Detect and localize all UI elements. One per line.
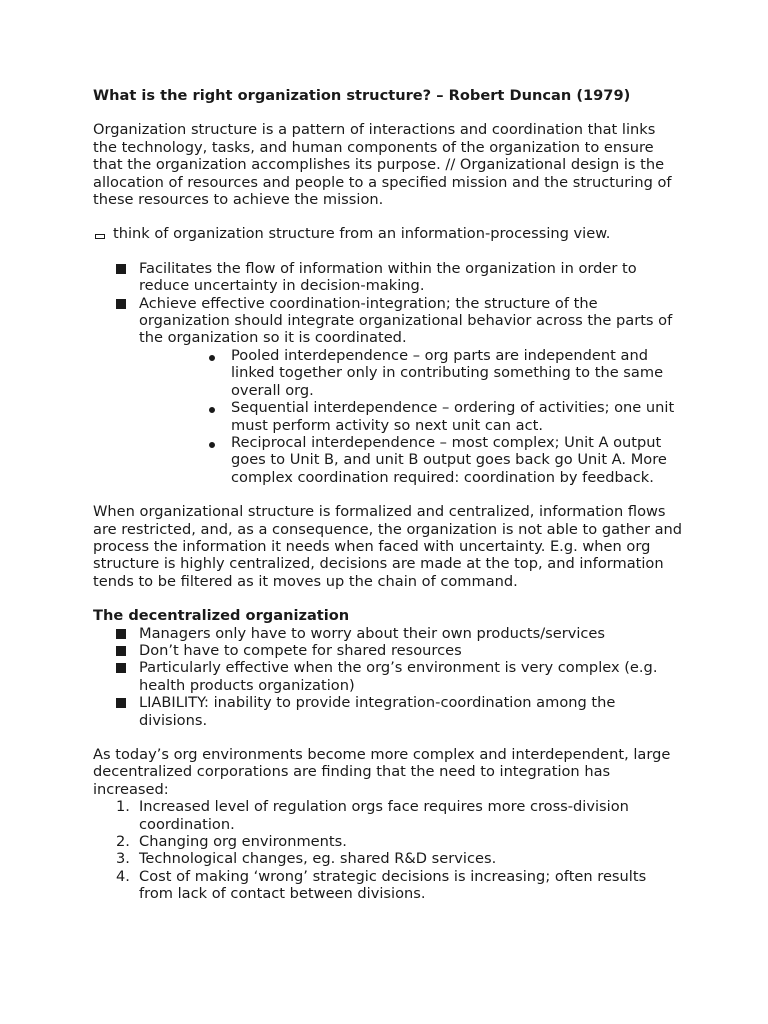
info-view-line [93, 225, 683, 242]
list-item: LIABILITY: inability to provide integration-coordination among the divisions. [93, 694, 683, 729]
info-bullet-list [93, 260, 683, 486]
list-item: Don’t have to compete for shared resources [93, 642, 683, 659]
square-bullet-icon [116, 698, 126, 708]
list-item: Particularly effective when the org’s environment is very complex (e.g. health products organization) [93, 659, 683, 694]
list-item: Pooled interdependence – org parts are independent and linked together only in contributing something to the same overall org. [139, 347, 683, 399]
todays-paragraph: As today’s org environments become more complex and interdependent, large decentralized corporations are finding that the need to integration has increased: [93, 746, 671, 798]
list-item: 3. Technological changes, eg. shared R&D services. [116, 850, 497, 868]
square-bullet-icon [116, 299, 126, 309]
circle-bullet-icon [209, 355, 215, 361]
decentralized-list [93, 625, 683, 729]
list-item: 2. Changing org environments. [116, 833, 347, 851]
list-item: Reciprocal interdependence – most complex; Unit A output goes to Unit B, and unit B output goes back go Unit A. More complex coordination required: coordination by feedback. [139, 434, 683, 486]
document-title: What is the right organization structure? – Robert Duncan (1979) [93, 87, 631, 104]
circle-bullet-icon [209, 407, 215, 413]
list-item: 1. Increased level of regulation orgs face requires more cross-division coordination. [116, 798, 629, 833]
document-page [93, 87, 683, 903]
square-bullet-icon [116, 646, 126, 656]
interdependence-list [139, 347, 683, 486]
intro-paragraph: Organization structure is a pattern of interactions and coordination that links the technology, tasks, and human components of the organization to ensure that the organization accomplishes its purpose. // Organizational design is the allocation of resources and people to a specified mission and the structuring of these resources to achieve the mission. [93, 121, 672, 209]
square-bullet-icon [116, 663, 126, 673]
square-bullet-icon [116, 629, 126, 639]
list-item: Sequential interdependence – ordering of activities; one unit must perform activity so next unit can act. [139, 399, 683, 434]
decentralized-heading: The decentralized organization [93, 607, 350, 625]
circle-bullet-icon [209, 442, 215, 448]
list-item: Managers only have to worry about their own products/services [93, 625, 683, 642]
integration-reasons-list [93, 798, 683, 902]
formalized-paragraph: When organizational structure is formalized and centralized, information flows are restricted, and, as a consequence, the organization is not able to gather and process the information it needs when faced with uncertainty. E.g. when org structure is highly centralized, decisions are made at the top, and information tends to be filtered as it moves up the chain of command. [93, 503, 683, 590]
list-item: Facilitates the flow of information within the organization in order to reduce uncertainty in decision-making. [93, 260, 683, 295]
list-item: Achieve effective coordination-integration; the structure of the organization should integrate organizational behavior across the parts of the organization so it is coordinated. Pooled interdependence – org parts are independent and linked together only in contributing something to the same overall org. Sequential interdependence – ordering of activities; one unit must perform activity so next unit can act. Reciprocal interdependence – most complex; Unit A output goes to Unit B, and unit B output goes back go Unit A. More complex coordination required: coordination by feedback. [93, 295, 683, 486]
list-item: 4. Cost of making ‘wrong’ strategic decisions is increasing; often results from lack of contact between divisions. [116, 867, 647, 903]
square-bullet-icon [116, 264, 126, 274]
info-view-text: think of organization structure from an information-processing view. [113, 225, 611, 243]
arrow-marker-icon [95, 234, 105, 239]
